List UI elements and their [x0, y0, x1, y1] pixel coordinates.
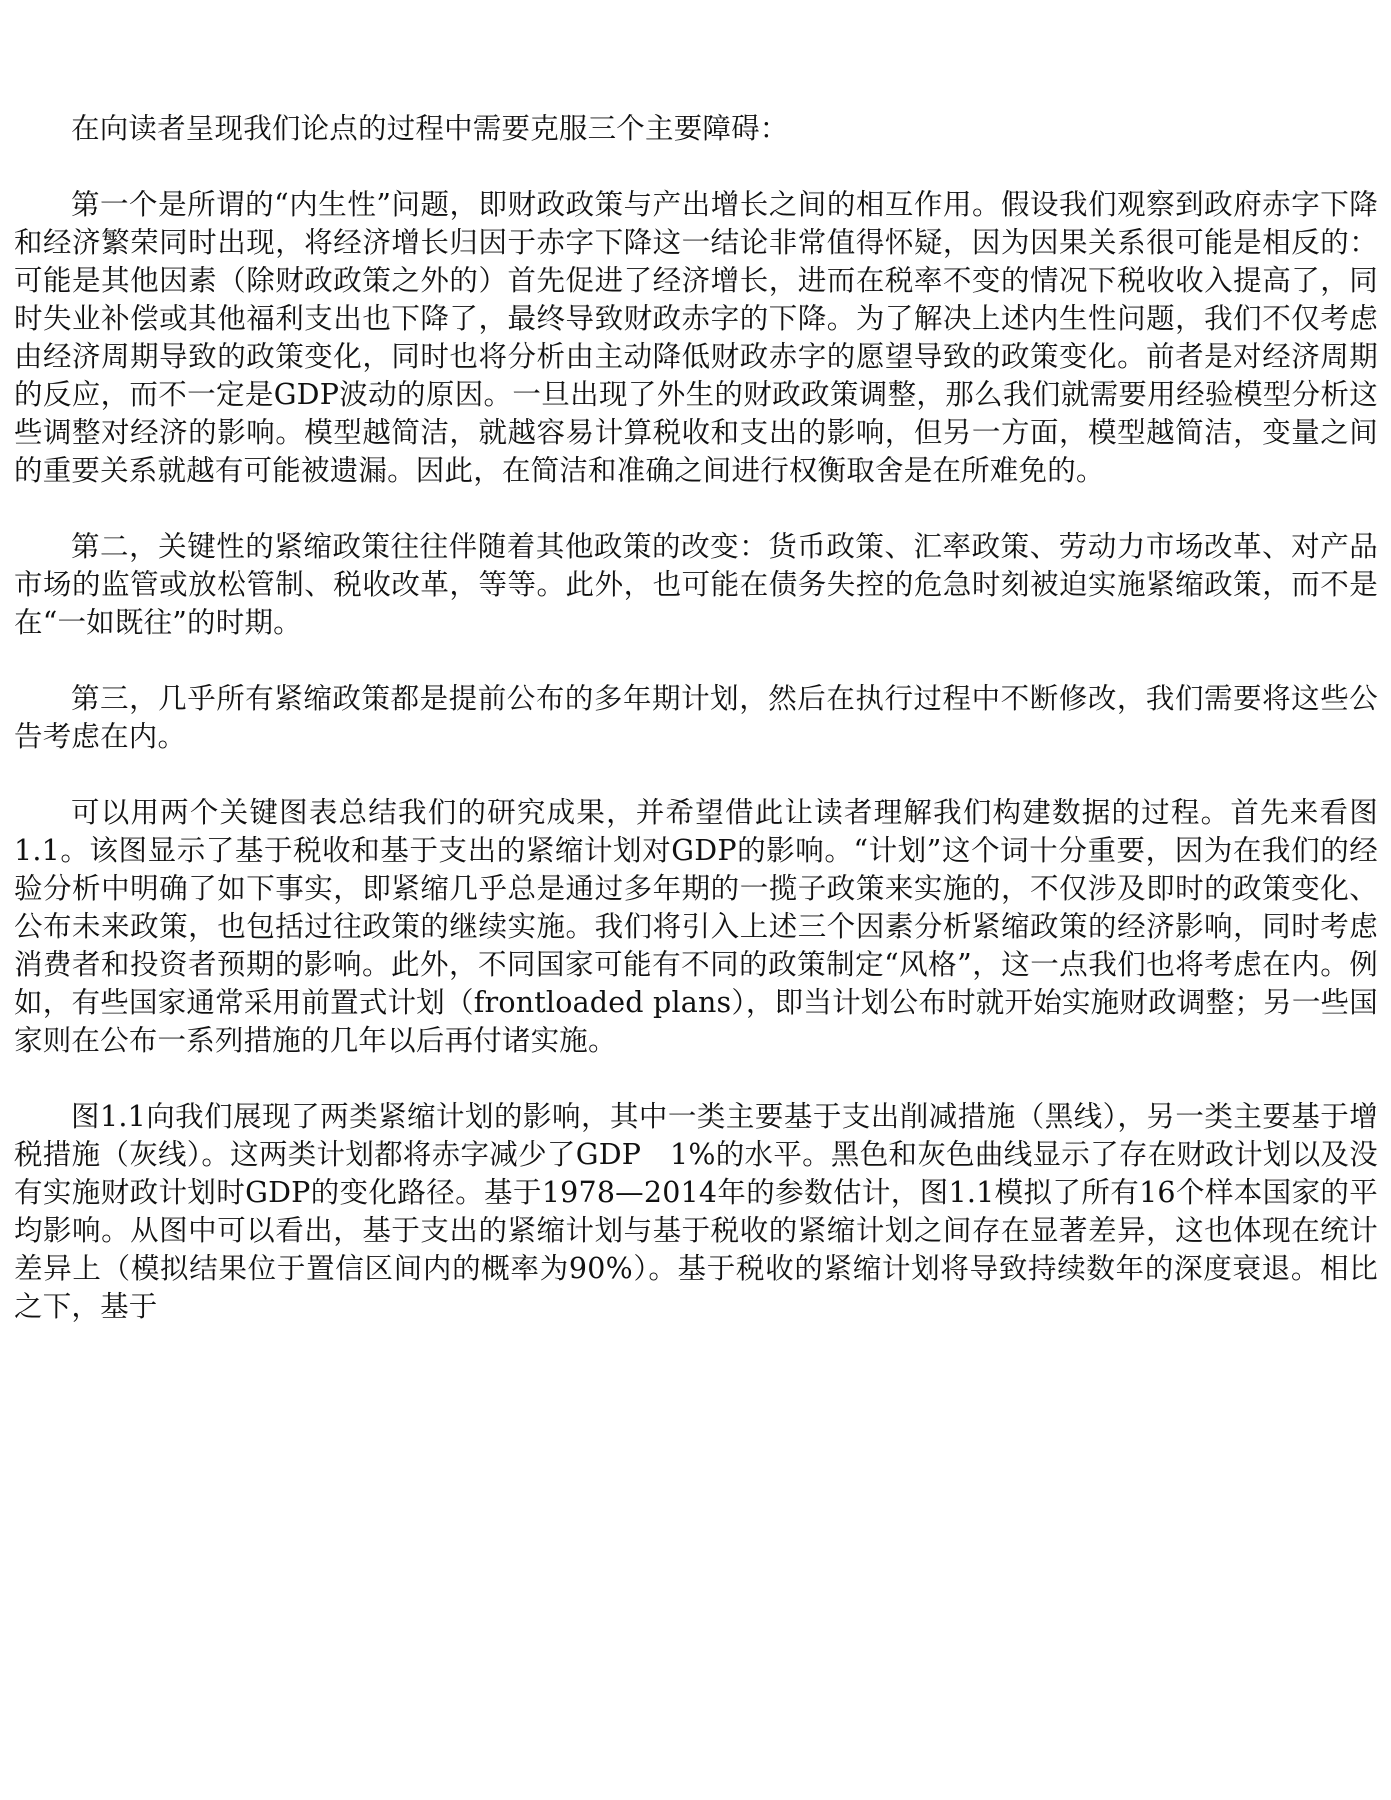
- paragraph-accompanying-policies: 第二，关键性的紧缩政策往往伴随着其他政策的改变：货币政策、汇率政策、劳动力市场改革、对产品市场的监管或放松管制、税收改革，等等。此外，也可能在债务失控的危急时刻被迫实施紧缩政策，而不是在“一如既往”的时期。: [14, 530, 1378, 639]
- paragraph-multiyear-plans: 第三，几乎所有紧缩政策都是提前公布的多年期计划，然后在执行过程中不断修改，我们需要将这些公告考虑在内。: [14, 682, 1378, 753]
- paragraph-figure-intro: 可以用两个关键图表总结我们的研究成果，并希望借此让读者理解我们构建数据的过程。首先来看图1.1。该图显示了基于税收和基于支出的紧缩计划对GDP的影响。“计划”这个词十分重要，因为在我们的经验分析中明确了如下事实，即紧缩几乎总是通过多年期的一揽子政策来实施的，不仅涉及即时的政策变化、公布未来政策，也包括过往政策的继续实施。我们将引入上述三个因素分析紧缩政策的经济影响，同时考虑消费者和投资者预期的影响。此外，不同国家可能有不同的政策制定“风格”，这一点我们也将考虑在内。例如，有些国家通常采用前置式计划（frontloaded plans），即当计划公布时就开始实施财政调整；另一些国家则在公布一系列措施的几年以后再付诸实施。: [14, 796, 1378, 1057]
- paragraph-obstacles-intro: 在向读者呈现我们论点的过程中需要克服三个主要障碍：: [71, 112, 789, 145]
- paragraph-figure-1-1: 图1.1向我们展现了两类紧缩计划的影响，其中一类主要基于支出削减措施（黑线），另一类主要基于增税措施（灰线）。这两类计划都将赤字减少了GDP 1%的水平。黑色和灰色曲线显示了存在财政计划以及没有实施财政计划时GDP的变化路径。基于1978—2014年的参数估计，图1.1模拟了所有16个样本国家的平均影响。从图中可以看出，基于支出的紧缩计划与基于税收的紧缩计划之间存在显著差异，这也体现在统计差异上（模拟结果位于置信区间内的概率为90%）。基于税收的紧缩计划将导致持续数年的深度衰退。相比之下，基于: [14, 1100, 1378, 1323]
- document-page: [14, 110, 1378, 1364]
- paragraph-endogeneity: 第一个是所谓的“内生性”问题，即财政政策与产出增长之间的相互作用。假设我们观察到政府赤字下降和经济繁荣同时出现，将经济增长归因于赤字下降这一结论非常值得怀疑，因为因果关系很可能是相反的：可能是其他因素（除财政政策之外的）首先促进了经济增长，进而在税率不变的情况下税收收入提高了，同时失业补偿或其他福利支出也下降了，最终导致财政赤字的下降。为了解决上述内生性问题，我们不仅考虑由经济周期导致的政策变化，同时也将分析由主动降低财政赤字的愿望导致的政策变化。前者是对经济周期的反应，而不一定是GDP波动的原因。一旦出现了外生的财政政策调整，那么我们就需要用经验模型分析这些调整对经济的影响。模型越简洁，就越容易计算税收和支出的影响，但另一方面，模型越简洁，变量之间的重要关系就越有可能被遗漏。因此，在简洁和准确之间进行权衡取舍是在所难免的。: [14, 188, 1378, 487]
